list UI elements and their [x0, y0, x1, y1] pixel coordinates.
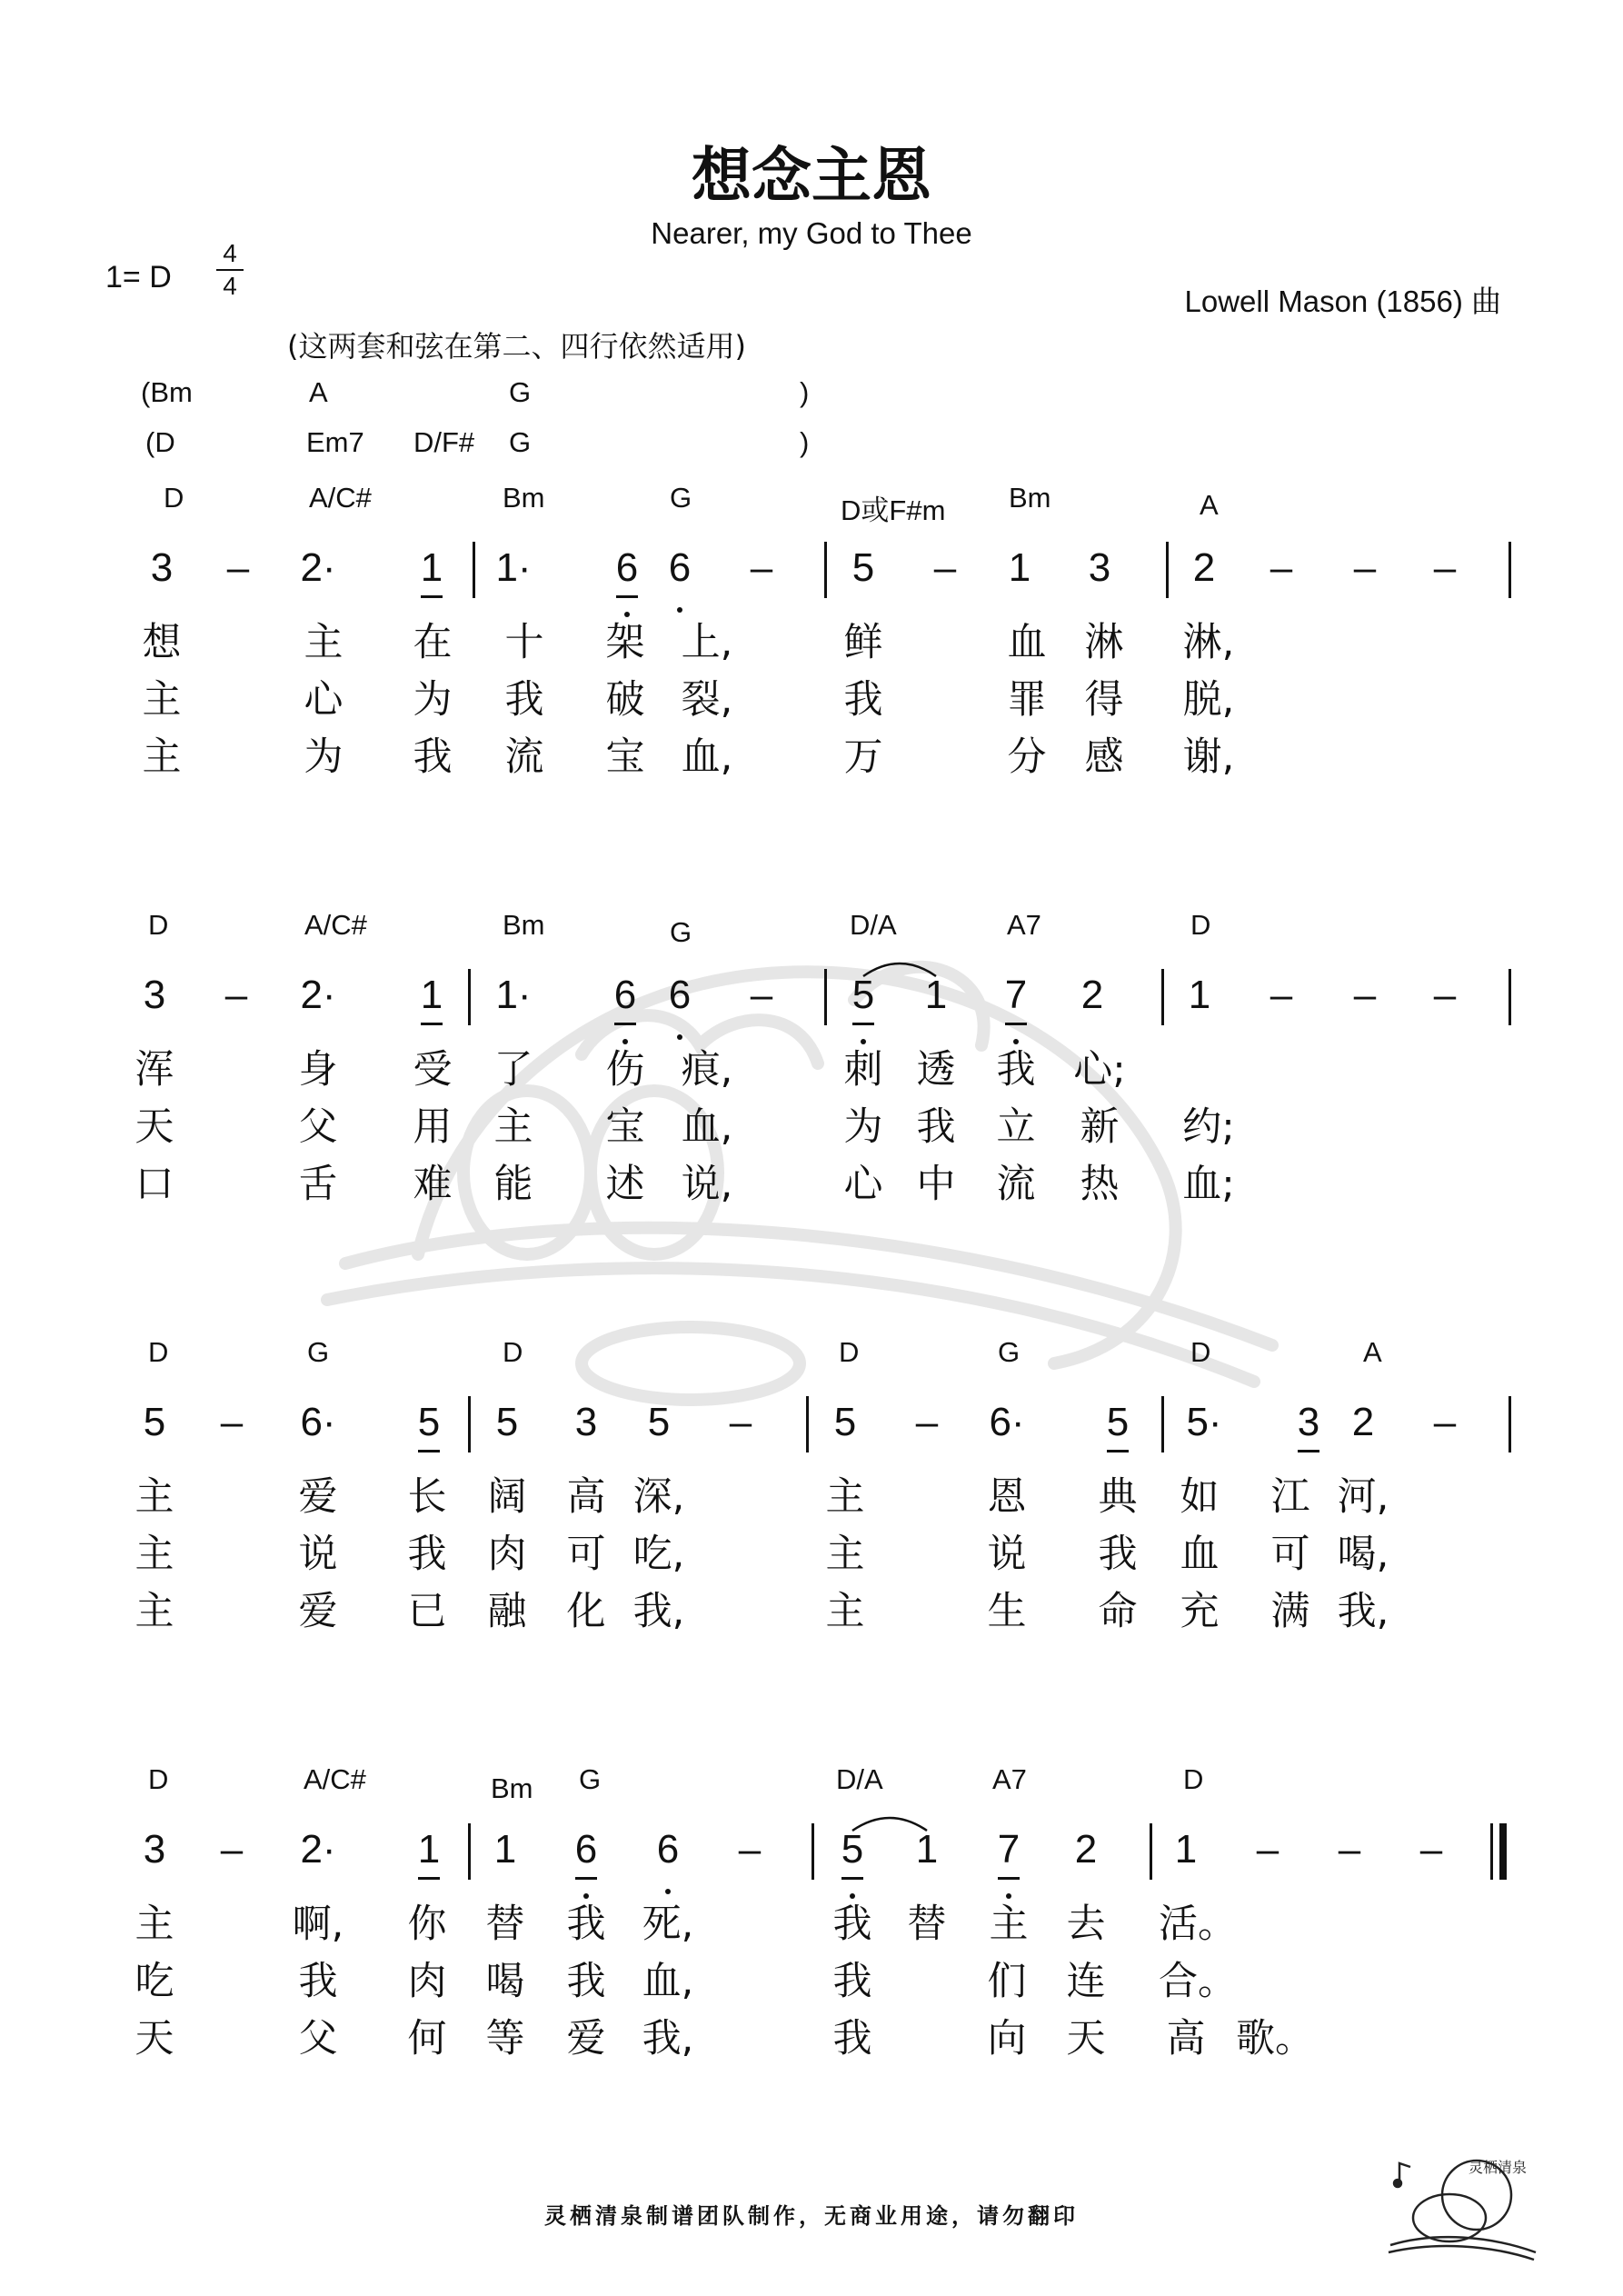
lyric-char: 可 — [566, 1532, 606, 1577]
lyric-char: 融 — [487, 1589, 527, 1634]
hold-dash: – — [738, 1827, 762, 1872]
lyric-char: 为 — [413, 677, 453, 723]
bar-line — [824, 542, 827, 598]
chord-symbol: Bm — [491, 1772, 533, 1804]
lyric-char: 血 — [1180, 1532, 1220, 1577]
chord-symbol: G — [579, 1763, 602, 1795]
chord-symbol: G — [670, 916, 692, 948]
time-signature — [216, 240, 244, 300]
jianpu-note: 5 — [411, 1400, 447, 1454]
bar-line — [824, 969, 827, 1025]
jianpu-note: 6 — [609, 545, 645, 600]
lyric-char: 宝 — [605, 1104, 645, 1150]
lyric-char: 血, — [681, 734, 733, 780]
chord-symbol: G — [670, 482, 692, 514]
lyric-char: 为 — [304, 734, 344, 780]
lyric-char: 中 — [916, 1162, 956, 1207]
chord-symbol: A7 — [992, 1763, 1027, 1795]
chord-symbol: D — [839, 1336, 860, 1368]
hold-dash: – — [1433, 545, 1457, 590]
jianpu-note: 3 — [150, 545, 174, 590]
lyric-char: 说 — [298, 1532, 338, 1577]
hold-dash: – — [729, 1400, 752, 1444]
bar-line — [806, 1396, 809, 1452]
alt-chord: Em7 — [306, 426, 364, 458]
jianpu-note: 1 — [1188, 973, 1211, 1017]
lyric-char: 充 — [1180, 1589, 1220, 1634]
lyric-char: 万 — [843, 734, 883, 780]
lyric-char: 长 — [407, 1474, 447, 1520]
chord-symbol: D — [1190, 1336, 1211, 1368]
lyric-char: 身 — [298, 1047, 338, 1093]
lyric-char: 连 — [1066, 1959, 1106, 2004]
hold-dash: – — [1353, 545, 1377, 590]
jianpu-note: 3 — [574, 1400, 598, 1444]
lyric-char: 主 — [134, 1902, 174, 1947]
bar-line — [1508, 542, 1511, 598]
logo-text: 灵栖清泉 — [1469, 2159, 1528, 2176]
lyric-char: 心; — [1073, 1047, 1126, 1093]
jianpu-note: 5· — [1186, 1400, 1222, 1444]
hold-dash: – — [1270, 545, 1293, 590]
jianpu-note: 3 — [1088, 545, 1111, 590]
lyric-char: 主 — [134, 1474, 174, 1520]
jianpu-note: 1 — [413, 545, 450, 600]
lyric-char: 受 — [413, 1047, 453, 1093]
lyric-char: 我 — [504, 677, 544, 723]
jianpu-note: 1 — [493, 1827, 517, 1872]
lyric-char: 肉 — [407, 1959, 447, 2004]
chord-symbol: A/C# — [304, 909, 367, 941]
jianpu-note: 2· — [300, 973, 336, 1017]
hold-dash: – — [1433, 1400, 1457, 1444]
lyric-char: 血, — [681, 1104, 733, 1150]
lyric-char: 父 — [298, 1104, 338, 1150]
bar-line — [468, 1396, 471, 1452]
final-bar-thick — [1499, 1823, 1507, 1880]
chord-symbol: D — [1190, 909, 1211, 941]
chord-symbol: A7 — [1007, 909, 1041, 941]
jianpu-note: 5 — [833, 1400, 857, 1444]
song-subtitle: Nearer, my God to Thee — [651, 216, 972, 250]
time-signature-bottom: 4 — [223, 272, 237, 300]
jianpu-note: 2· — [300, 545, 336, 590]
lyric-char: 典 — [1098, 1474, 1138, 1520]
lyric-char: 主 — [142, 734, 182, 780]
alt-chord: (Bm — [141, 376, 193, 408]
lyric-char: 我 — [566, 1902, 606, 1947]
lyric-char: 我 — [916, 1104, 956, 1150]
lyric-char: 命 — [1098, 1589, 1138, 1634]
lyric-char: 感 — [1084, 734, 1124, 780]
alt-chord: D/F# — [413, 426, 475, 458]
lyric-char: 替 — [907, 1902, 947, 1947]
jianpu-note: 2 — [1080, 973, 1104, 1017]
jianpu-note: 3 — [143, 1827, 166, 1872]
lyric-char: 我 — [996, 1047, 1036, 1093]
lyric-char: 架 — [605, 620, 645, 665]
footer-notice: 灵栖清泉制谱团队制作，无商业用途，请勿翻印 — [544, 2202, 1079, 2229]
lyric-char: 血, — [642, 1959, 694, 2004]
lyric-char: 伤 — [605, 1047, 645, 1093]
hold-dash: – — [1270, 973, 1293, 1017]
lyric-char: 刺 — [843, 1047, 883, 1093]
chord-symbol: Bm — [503, 482, 545, 514]
alt-chord: (D — [145, 426, 175, 458]
lyric-char: 歌。 — [1236, 2016, 1314, 2061]
lyric-char: 十 — [504, 620, 544, 665]
jianpu-note: 6 — [568, 1827, 604, 1882]
lyric-char: 口 — [134, 1162, 174, 1207]
jianpu-note: 1· — [495, 545, 532, 590]
chord-note: (这两套和弦在第二、四行依然适用) — [287, 329, 746, 364]
chord-symbol: D — [1183, 1763, 1204, 1795]
chord-symbol: Bm — [1009, 482, 1051, 514]
chord-symbol: D/A — [836, 1763, 883, 1795]
lyric-char: 死, — [642, 1902, 694, 1947]
chord-symbol: A — [1363, 1336, 1382, 1368]
hold-dash: – — [220, 1400, 244, 1444]
chord-symbol: D — [148, 1763, 169, 1795]
lyric-char: 述 — [605, 1162, 645, 1207]
lyric-char: 阔 — [487, 1474, 527, 1520]
lyric-char: 天 — [134, 2016, 174, 2061]
lyric-char: 血 — [1007, 620, 1047, 665]
lyric-char: 啊, — [292, 1902, 344, 1947]
lyric-char: 脱, — [1182, 677, 1235, 723]
lyric-char: 心 — [843, 1162, 883, 1207]
hold-dash: – — [1353, 973, 1377, 1017]
lyric-char: 主 — [134, 1532, 174, 1577]
chord-symbol: D/A — [850, 909, 897, 941]
lyric-char: 我, — [1337, 1589, 1389, 1634]
lyric-char: 心 — [304, 677, 344, 723]
lyric-char: 流 — [996, 1162, 1036, 1207]
lyric-char: 吃, — [632, 1532, 685, 1577]
bar-line — [1161, 1396, 1164, 1452]
lyric-char: 我 — [832, 1959, 872, 2004]
lyric-char: 合。 — [1159, 1959, 1237, 2004]
lyric-char: 替 — [485, 1902, 525, 1947]
lyric-char: 恩 — [987, 1474, 1027, 1520]
song-title: 想念主恩 — [692, 141, 931, 211]
jianpu-note: 5 — [647, 1400, 671, 1444]
lyric-char: 为 — [843, 1104, 883, 1150]
hold-dash: – — [933, 545, 957, 590]
jianpu-note: 1 — [411, 1827, 447, 1882]
lyric-char: 主 — [142, 677, 182, 723]
lyric-char: 想 — [142, 620, 182, 665]
lyric-char: 们 — [987, 1959, 1027, 2004]
lyric-char: 痕, — [681, 1047, 733, 1093]
alt-chord: G — [509, 426, 532, 458]
alt-chord: G — [509, 376, 532, 408]
key-signature: 1= D — [105, 260, 172, 294]
jianpu-note: 5 — [1100, 1400, 1136, 1454]
lyric-char: 用 — [413, 1104, 453, 1150]
jianpu-note: 3 — [143, 973, 166, 1017]
lyric-char: 主 — [134, 1589, 174, 1634]
lyric-char: 在 — [413, 620, 453, 665]
jianpu-note: 6 — [662, 545, 698, 600]
lyric-char: 我 — [832, 2016, 872, 2061]
bar-line — [812, 1823, 814, 1880]
lyric-char: 上, — [681, 620, 733, 665]
jianpu-note: 2 — [1074, 1827, 1098, 1872]
lamb-logo — [1381, 2145, 1545, 2263]
lyric-char: 浑 — [134, 1047, 174, 1093]
jianpu-note: 6 — [607, 973, 643, 1027]
lyric-char: 深, — [632, 1474, 685, 1520]
lyric-char: 分 — [1007, 734, 1047, 780]
chord-symbol: A/C# — [309, 482, 372, 514]
hold-dash: – — [750, 545, 773, 590]
lyric-char: 血; — [1182, 1162, 1235, 1207]
lyric-char: 主 — [825, 1532, 865, 1577]
jianpu-note: 5 — [834, 1827, 871, 1882]
jianpu-note: 1 — [413, 973, 450, 1027]
hold-dash: – — [226, 545, 250, 590]
lyric-char: 可 — [1270, 1532, 1310, 1577]
lyric-char: 我 — [843, 677, 883, 723]
lyric-char: 主 — [825, 1589, 865, 1634]
alt-chord: A — [309, 376, 328, 408]
lyric-char: 天 — [134, 1104, 174, 1150]
lyric-char: 我, — [632, 1589, 685, 1634]
lyric-char: 宝 — [605, 734, 645, 780]
jianpu-note: 2 — [1192, 545, 1216, 590]
bar-line — [468, 969, 471, 1025]
lyric-char: 得 — [1084, 677, 1124, 723]
lyric-char: 我 — [407, 1532, 447, 1577]
lyric-char: 热 — [1080, 1162, 1120, 1207]
alt-chord: ) — [800, 426, 810, 458]
chord-symbol: G — [998, 1336, 1021, 1368]
lyric-char: 我, — [642, 2016, 694, 2061]
jianpu-note: 5 — [851, 545, 875, 590]
chord-symbol: Bm — [503, 909, 545, 941]
lyric-char: 去 — [1066, 1902, 1106, 1947]
jianpu-note: 3 — [1290, 1400, 1327, 1454]
jianpu-note: 1· — [495, 973, 532, 1017]
lyric-char: 我 — [1098, 1532, 1138, 1577]
lyric-char: 你 — [407, 1902, 447, 1947]
lyric-char: 约; — [1182, 1104, 1235, 1150]
lyric-char: 喝 — [485, 1959, 525, 2004]
hold-dash: – — [1256, 1827, 1279, 1872]
bar-line — [473, 542, 475, 598]
lyric-char: 难 — [413, 1162, 453, 1207]
jianpu-note: 1 — [1008, 545, 1031, 590]
composer-credit: Lowell Mason (1856) 曲 — [1184, 285, 1501, 318]
lyric-char: 喝, — [1337, 1532, 1389, 1577]
lyric-char: 立 — [996, 1104, 1036, 1150]
jianpu-note: 6 — [662, 973, 698, 1027]
lyric-char: 说, — [681, 1162, 733, 1207]
jianpu-note: 5 — [845, 973, 881, 1027]
lyric-char: 了 — [493, 1047, 533, 1093]
lyric-char: 流 — [504, 734, 544, 780]
hold-dash: – — [915, 1400, 939, 1444]
chord-symbol: D — [503, 1336, 523, 1368]
lyric-char: 主 — [493, 1104, 533, 1150]
chord-symbol: A/C# — [304, 1763, 366, 1795]
final-bar-thin — [1490, 1823, 1493, 1880]
alt-chord: ) — [800, 376, 810, 408]
lyric-char: 江 — [1270, 1474, 1310, 1520]
lyric-char: 向 — [987, 2016, 1027, 2061]
chord-symbol: D — [148, 909, 169, 941]
lyric-char: 我 — [298, 1959, 338, 2004]
hold-dash: – — [750, 973, 773, 1017]
lyric-char: 天 — [1066, 2016, 1106, 2061]
lyric-char: 谢, — [1182, 734, 1235, 780]
lyric-char: 高 — [566, 1474, 606, 1520]
hold-dash: – — [220, 1827, 244, 1872]
bar-line — [1161, 969, 1164, 1025]
lyric-char: 活。 — [1159, 1902, 1237, 1947]
lyric-char: 父 — [298, 2016, 338, 2061]
lyric-char: 淋, — [1182, 620, 1235, 665]
lyric-char: 吃 — [134, 1959, 174, 2004]
lyric-char: 我 — [413, 734, 453, 780]
lyric-char: 裂, — [681, 677, 733, 723]
hold-dash: – — [1433, 973, 1457, 1017]
lyric-char: 我 — [832, 1902, 872, 1947]
lyric-char: 何 — [407, 2016, 447, 2061]
hold-dash: – — [224, 973, 248, 1017]
lyric-char: 透 — [916, 1047, 956, 1093]
bar-line — [1508, 1396, 1511, 1452]
lyric-char: 生 — [987, 1589, 1027, 1634]
lyric-char: 说 — [987, 1532, 1027, 1577]
chord-symbol: G — [307, 1336, 330, 1368]
hold-dash: – — [1338, 1827, 1361, 1872]
lyric-char: 鲜 — [843, 620, 883, 665]
lyric-char: 主 — [825, 1474, 865, 1520]
lyric-char: 主 — [304, 620, 344, 665]
lyric-char: 如 — [1180, 1474, 1220, 1520]
jianpu-note: 5 — [495, 1400, 519, 1444]
jianpu-note: 1 — [1174, 1827, 1198, 1872]
lyric-char: 等 — [485, 2016, 525, 2061]
bar-line — [1150, 1823, 1152, 1880]
jianpu-note: 7 — [998, 973, 1034, 1027]
jianpu-note: 5 — [143, 1400, 166, 1444]
jianpu-note: 2 — [1351, 1400, 1375, 1444]
chord-symbol: D — [164, 482, 184, 514]
time-signature-top: 4 — [223, 239, 237, 267]
jianpu-note: 2· — [300, 1827, 336, 1872]
hold-dash: – — [1419, 1827, 1443, 1872]
lamb-watermark — [309, 873, 1290, 1436]
lyric-char: 能 — [493, 1162, 533, 1207]
lyric-char: 新 — [1080, 1104, 1120, 1150]
lyric-char: 爱 — [298, 1474, 338, 1520]
lyric-char: 淋 — [1084, 620, 1124, 665]
jianpu-note: 7 — [991, 1827, 1027, 1882]
bar-line — [1508, 969, 1511, 1025]
chord-symbol: A — [1200, 489, 1219, 521]
lyric-char: 主 — [989, 1902, 1029, 1947]
lyric-char: 高 — [1166, 2016, 1206, 2061]
chord-symbol: D — [148, 1336, 169, 1368]
jianpu-note: 1 — [915, 1827, 939, 1872]
jianpu-note: 6 — [650, 1827, 686, 1882]
jianpu-note: 6· — [300, 1400, 336, 1444]
lyric-char: 爱 — [566, 2016, 606, 2061]
lyric-char: 河, — [1337, 1474, 1389, 1520]
lyric-char: 爱 — [298, 1589, 338, 1634]
tie-slur — [854, 953, 945, 980]
lyric-char: 满 — [1270, 1589, 1310, 1634]
chord-symbol: D或F#m — [841, 494, 946, 526]
tie-slur — [843, 1807, 936, 1834]
lyric-char: 化 — [566, 1589, 606, 1634]
lyric-char: 罪 — [1007, 677, 1047, 723]
lyric-char: 肉 — [487, 1532, 527, 1577]
bar-line — [468, 1823, 471, 1880]
lyric-char: 舌 — [298, 1162, 338, 1207]
jianpu-note: 6· — [989, 1400, 1025, 1444]
lyric-char: 已 — [407, 1589, 447, 1634]
bar-line — [1166, 542, 1169, 598]
lyric-char: 破 — [605, 677, 645, 723]
jianpu-note: 1 — [924, 973, 948, 1017]
lyric-char: 我 — [566, 1959, 606, 2004]
